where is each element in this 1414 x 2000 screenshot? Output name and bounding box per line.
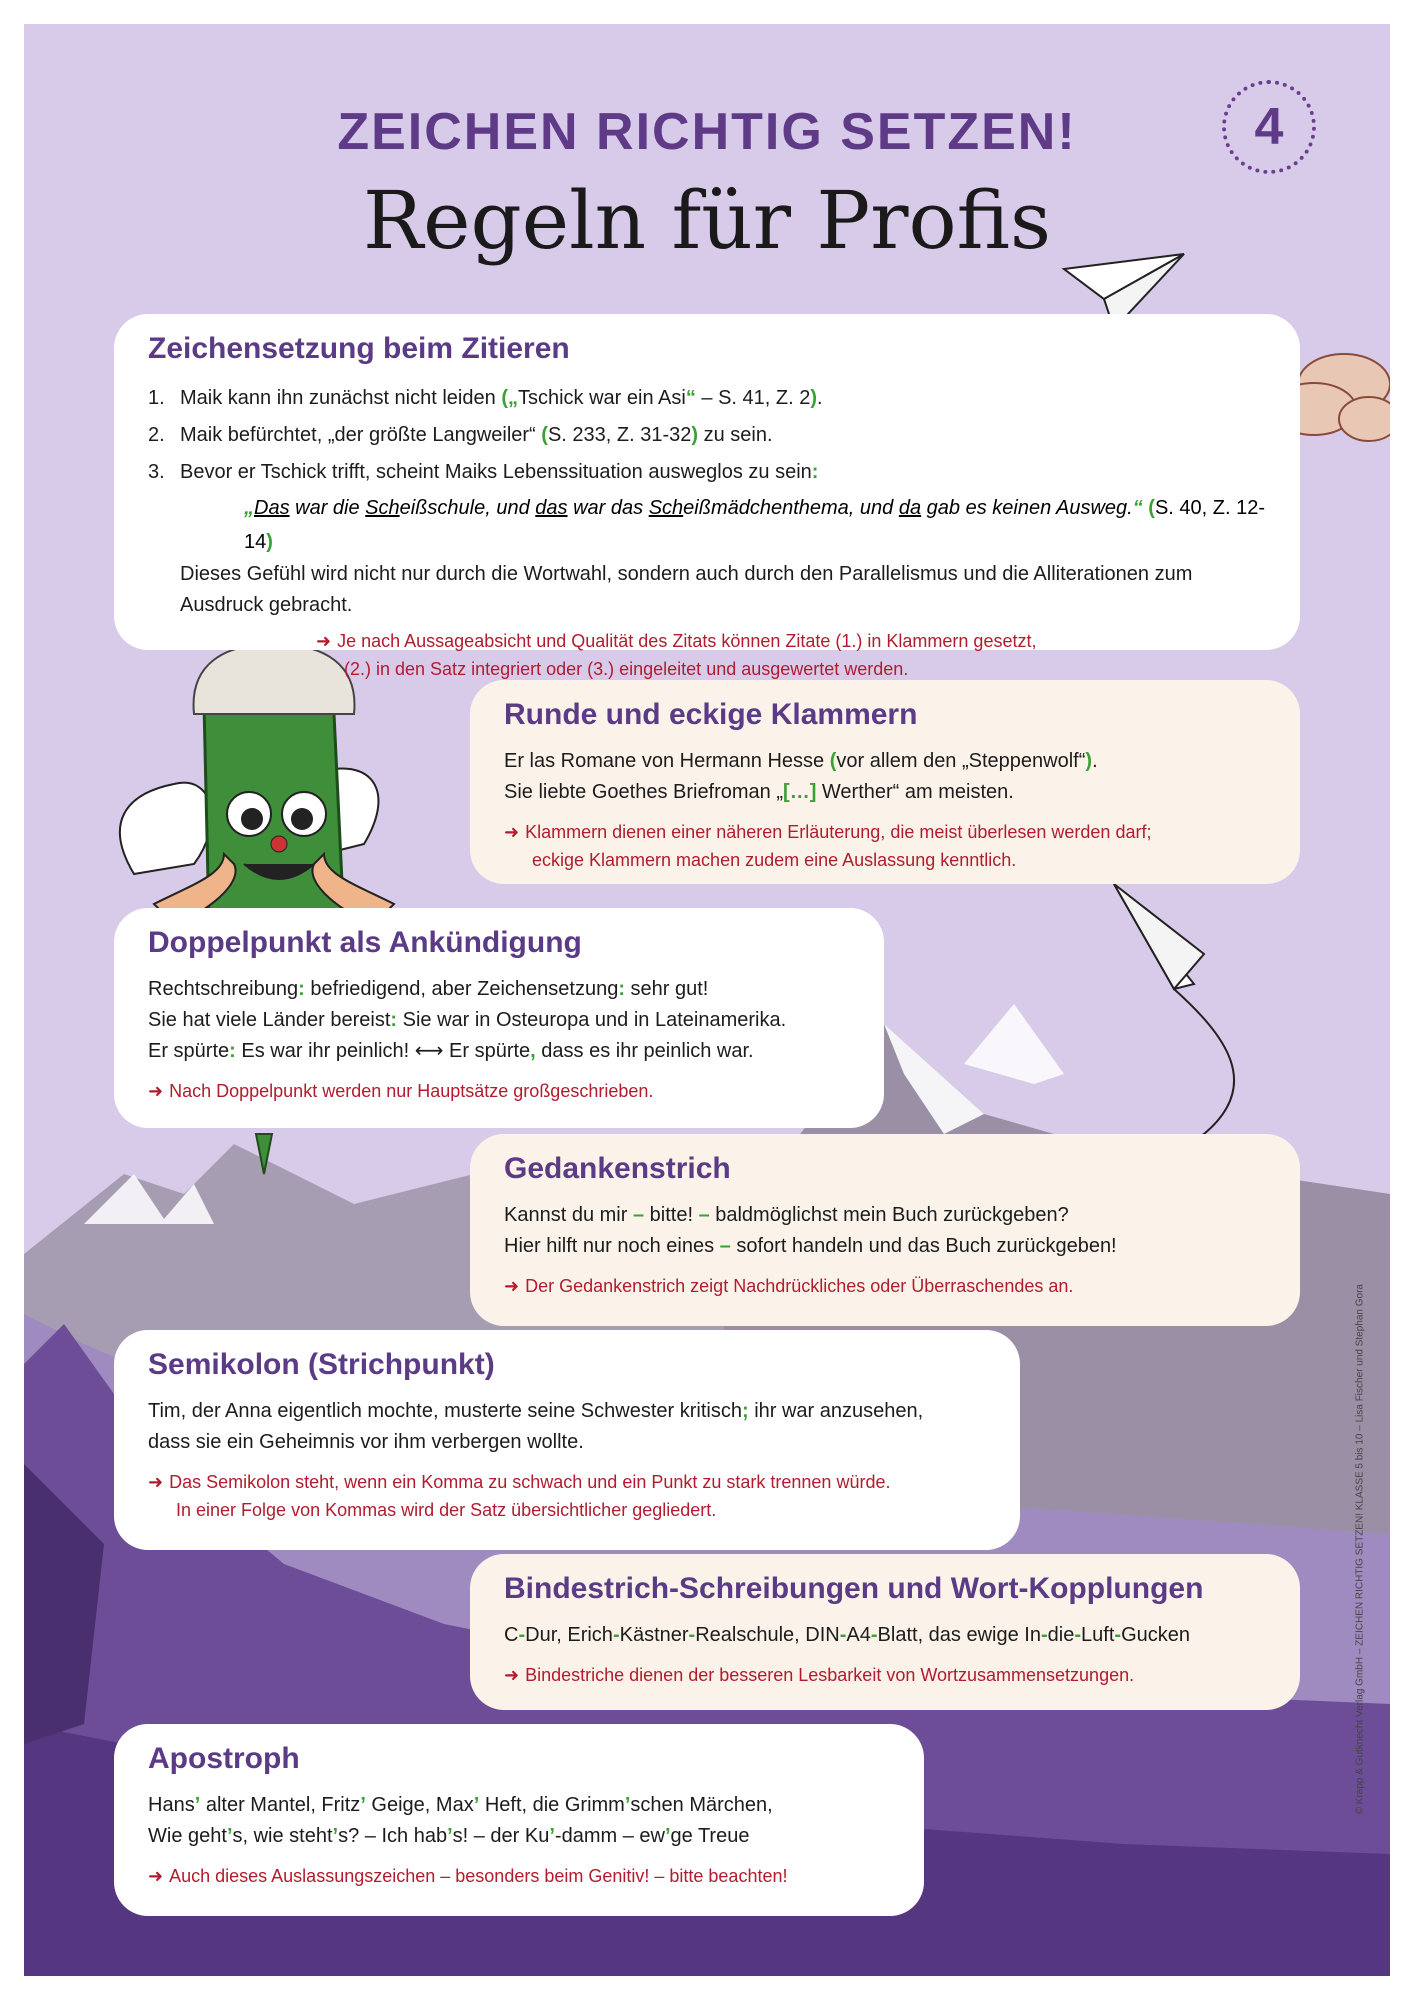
punctuation-mark: - [1114,1624,1122,1646]
punctuation-mark: ’ [549,1825,555,1847]
text-fragment: schen Märchen, [630,1794,773,1816]
text-fragment: C [504,1624,519,1646]
punctuation-mark: - [1074,1624,1082,1646]
text-fragment: Hans [148,1794,195,1816]
example-line: Rechtschreibung: befriedigend, aber Zeichensetzung: sehr gut! [148,978,709,1000]
page-number-badge [1222,80,1316,174]
text-fragment: s, wie steht [232,1825,333,1847]
card-gedankenstrich [470,1134,1300,1326]
example-line: Sie liebte Goethes Briefroman „[…] Werther“ am meisten. [504,781,1014,803]
text-fragment: s! – der Ku [452,1825,550,1847]
header-kicker: ZEICHEN RICHTIG SETZEN! [337,103,1077,161]
example-line: Er las Romane von Hermann Hesse (vor allem den „Steppenwolf“). [504,750,1098,772]
text-fragment: Realschule, DIN [695,1624,840,1646]
card-title: Bindestrich-Schreibungen und Wort-Kopplungen [504,1572,1204,1605]
card-bindestrich [470,1554,1300,1710]
arrow-icon: ➜ [316,631,332,651]
example-line: dass sie ein Geheimnis vor ihm verbergen wollte. [148,1431,584,1453]
punctuation-mark: - [870,1624,878,1646]
text-fragment: Gucken [1121,1624,1190,1646]
text-fragment: A4 [846,1624,871,1646]
card-title: Gedankenstrich [504,1152,731,1185]
example-line: Sie hat viele Länder bereist: Sie war in Osteuropa und in Lateinamerika. [148,1009,787,1031]
rule-text: ➜ Nach Doppelpunkt werden nur Hauptsätze großgeschrieben. [148,1081,654,1101]
list-item: 2. Maik befürchtet, „der größte Langweiler“ (S. 233, Z. 31-32) zu sein. [148,424,773,446]
text-fragment: Blatt, das ewige In [877,1624,1041,1646]
text-fragment: Wie geht [148,1825,227,1847]
card-semikolon [114,1330,1020,1550]
punctuation-mark: ’ [332,1825,339,1847]
rule-text: ➜ Der Gedankenstrich zeigt Nachdrückliches oder Überraschendes an. [504,1276,1074,1296]
arrow-icon: ➜ [504,822,520,842]
arrow-icon: ➜ [148,1081,164,1101]
text-fragment: die [1047,1624,1075,1646]
quote-line: „Das war die Scheißschule, und das war das Scheißmädchenthema, und da gab es keinen Ausweg.“ (S. 40, Z. 12-14) [244,497,1265,553]
arrow-icon: ➜ [504,1665,520,1685]
punctuation-mark: - [839,1624,847,1646]
text-fragment: Geige, Max [365,1794,474,1816]
example-line [148,1790,890,1821]
rule-text: ➜ Das Semikolon steht, wenn ein Komma zu schwach und ein Punkt zu stark trennen würde. In einer Folge von Kommas wird der Satz übersichtlicher gegliedert. [148,1472,891,1520]
arrow-icon: ➜ [148,1472,164,1492]
text-fragment: -damm – ew [554,1825,665,1847]
text-fragment: Luft [1081,1624,1115,1646]
punctuation-mark: - [688,1624,696,1646]
punctuation-mark: - [612,1624,620,1646]
continuation-text: Dieses Gefühl wird nicht nur durch die Wortwahl, sondern auch durch den Parallelismus und die Alliterationen zum Ausdruck gebracht. [180,563,1193,616]
text-fragment: s? – Ich hab [338,1825,448,1847]
example-line: Hier hilft nur noch eines – sofort handeln und das Buch zurückgeben! [504,1235,1117,1257]
punctuation-mark: ’ [624,1794,631,1816]
punctuation-mark: - [1040,1624,1048,1646]
card-zitieren [114,314,1300,679]
text-fragment: Dur, Erich [525,1624,613,1646]
list-item: 1. Maik kann ihn zunächst nicht leiden („Tschick war ein Asi“ – S. 41, Z. 2). [148,387,823,409]
citation-list [148,380,1266,491]
text-fragment: alter Mantel, Fritz [200,1794,361,1816]
poster [24,24,1390,1976]
example-line [148,1821,890,1852]
example-line: Tim, der Anna eigentlich mochte, musterte seine Schwester kritisch; ihr war anzusehen, [148,1400,924,1422]
arrow-icon: ➜ [504,1276,520,1296]
badge-number: 4 [1254,98,1284,156]
example-line: Kannst du mir – bitte! – baldmöglichst mein Buch zurückgeben? [504,1204,1069,1226]
card-apostroph [114,1724,924,1916]
rule-text: ➜ Klammern dienen einer näheren Erläuterung, die meist überlesen werden darf; eckige Klammern machen zudem eine Auslassung kenntlich. [504,822,1152,870]
punctuation-mark: ’ [447,1825,453,1847]
double-arrow-icon: ⟷ [414,1040,444,1062]
example-line [504,1620,1266,1651]
punctuation-mark: ’ [194,1794,201,1816]
punctuation-mark: ’ [473,1794,480,1816]
paper-plane-icon [1024,884,1234,1160]
punctuation-mark: ’ [226,1825,233,1847]
card-title: Apostroph [148,1742,300,1775]
page-title: Regeln für Profis [362,174,1052,267]
rule-text: ➜ Je nach Aussageabsicht und Qualität des Zitats können Zitate (1.) in Klammern gesetzt, (2.) in den Satz integriert oder (3.) eingeleitet und ausgewertet werden. [316,631,1037,679]
card-title: Doppelpunkt als Ankündigung [148,926,582,959]
text-fragment: Kästner [619,1624,689,1646]
rule-text: ➜ Auch dieses Auslassungszeichen – besonders beim Genitiv! – bitte beachten! [148,1866,788,1886]
example-line: Er spürte: Es war ihr peinlich! ⟷ Er spürte, dass es ihr peinlich war. [148,1040,754,1062]
card-title: Zeichensetzung beim Zitieren [148,332,570,365]
text-fragment: Heft, die Grimm [479,1794,625,1816]
punctuation-mark: - [518,1624,526,1646]
punctuation-mark: ’ [360,1794,366,1816]
card-doppelpunkt [114,908,884,1128]
rule-text: ➜ Bindestriche dienen der besseren Lesbarkeit von Wortzusammensetzungen. [504,1665,1135,1685]
list-item: 3. Bevor er Tschick trifft, scheint Maiks Lebenssituation ausweglos zu sein: [148,461,819,483]
punctuation-mark: ’ [664,1825,671,1847]
text-fragment: ge Treue [670,1825,750,1847]
card-title: Runde und eckige Klammern [504,698,918,731]
card-title: Semikolon (Strichpunkt) [148,1348,495,1381]
card-klammern [470,680,1300,884]
arrow-icon: ➜ [148,1866,164,1886]
copyright-note: © Krapp & Gutknecht Verlag GmbH – ZEICHEN RICHTIG SETZEN! KLASSE 5 bis 10 – Lisa Fischer und Stephan Gora [1354,1284,1365,1815]
